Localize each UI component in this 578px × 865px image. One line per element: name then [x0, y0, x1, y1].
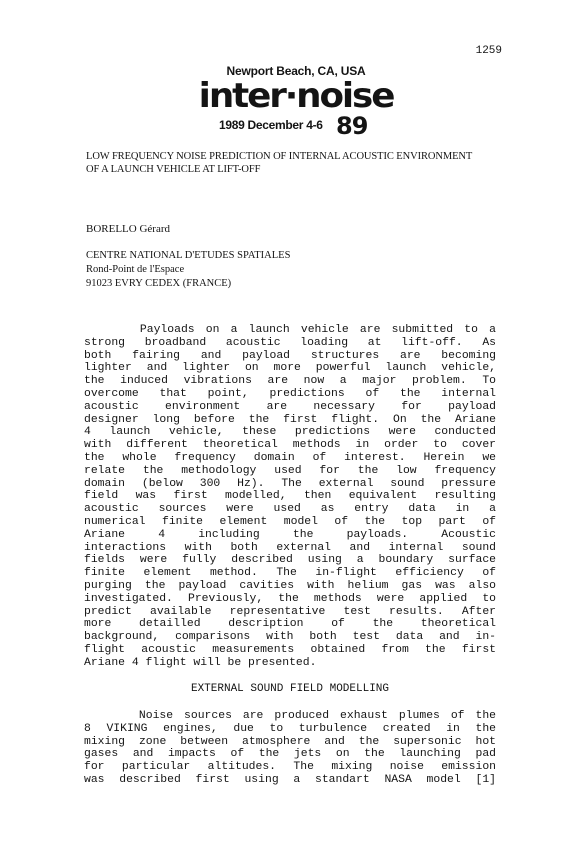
- text-line: interactions with both external and internal sound: [84, 541, 496, 554]
- author-name: BORELLO Gérard: [86, 223, 171, 235]
- text-line: investigated. Previously, the methods were applied to: [84, 592, 496, 605]
- text-line: predict available representative test results. After: [84, 605, 496, 618]
- conference-dates: 1989 December 4-6: [219, 118, 323, 132]
- page-number: 1259: [475, 45, 502, 57]
- text-line: field was first modelled, then equivalent resulting: [84, 490, 496, 503]
- text-line: the induced vibrations are now a major problem. To: [84, 375, 496, 388]
- abstract-paragraph: [84, 324, 496, 670]
- text-line: 4 launch vehicle, these predictions were conducted: [84, 426, 496, 439]
- text-line: background, comparisons with both test data and in-: [84, 631, 496, 644]
- inter-noise-logo: inter·noise: [198, 76, 394, 116]
- text-line: 8 VIKING engines, due to turbulence created in the: [84, 722, 496, 735]
- text-line: Noise sources are produced exhaust plumes of the: [84, 710, 496, 722]
- text-line: Payloads on a launch vehicle are submitted to a: [84, 324, 496, 336]
- text-line: designer long before the first flight. On the Ariane: [84, 413, 496, 426]
- text-line: Ariane 4 flight will be presented.: [84, 656, 317, 669]
- text-line: flight acoustic measurements obtained from the first: [84, 643, 496, 656]
- title-line: LOW FREQUENCY NOISE PREDICTION OF INTERNAL ACOUSTIC ENVIRONMENT: [86, 151, 473, 162]
- text-line: gases and impacts of the jets on the launching pad: [84, 748, 496, 761]
- conference-masthead: [196, 64, 396, 144]
- text-line: domain (below 300 Hz). The external sound pressure: [84, 477, 496, 490]
- author-affiliation: [86, 249, 290, 291]
- text-line: acoustic sources were used as entry data in a: [84, 503, 496, 516]
- text-line: with different theoretical methods in order to cover: [84, 439, 496, 452]
- text-line: was described first using a standart NASA model [1]: [84, 773, 496, 786]
- text-line: for particular altitudes. The mixing noise emission: [84, 761, 496, 774]
- conference-location: Newport Beach, CA, USA: [226, 64, 366, 78]
- text-line: relate the methodology used for the low frequency: [84, 464, 496, 477]
- affiliation-line: 91023 EVRY CEDEX (FRANCE): [86, 278, 232, 289]
- text-line: acoustic environment are necessary for payload: [84, 400, 496, 413]
- affiliation-line: Rond-Point de l'Espace: [86, 264, 185, 275]
- text-line: mixing zone between atmosphere and the supersonic hot: [84, 735, 496, 748]
- text-line: overcome that point, predictions of the internal: [84, 387, 496, 400]
- text-line: more detailled description of the theoretical: [84, 618, 496, 631]
- affiliation-line: CENTRE NATIONAL D'ETUDES SPATIALES: [86, 250, 291, 261]
- text-line: both fairing and payload structures are becoming: [84, 349, 496, 362]
- text-line: finite element method. The in-flight efficiency of: [84, 567, 496, 580]
- text-line: Ariane 4 including the payloads. Acoustic: [84, 528, 496, 541]
- text-line: strong broadband acoustic loading at lift-off. As: [84, 336, 496, 349]
- text-line: numerical finite element model of the top part of: [84, 515, 496, 528]
- text-line: fields were fully described using a boundary surface: [84, 554, 496, 567]
- conference-dates-row: [196, 112, 396, 144]
- conference-year-mark: 89: [336, 112, 368, 140]
- section-paragraph: [84, 710, 496, 787]
- text-line: lighter and lighter on more powerful launch vehicle,: [84, 362, 496, 375]
- text-line: the whole frequency domain of interest. Herein we: [84, 451, 496, 464]
- paper-title: [86, 150, 526, 176]
- text-line: purging the payload cavities with helium gas was also: [84, 579, 496, 592]
- section-heading: EXTERNAL SOUND FIELD MODELLING: [190, 683, 390, 695]
- title-line: OF A LAUNCH VEHICLE AT LIFT-OFF: [86, 164, 261, 175]
